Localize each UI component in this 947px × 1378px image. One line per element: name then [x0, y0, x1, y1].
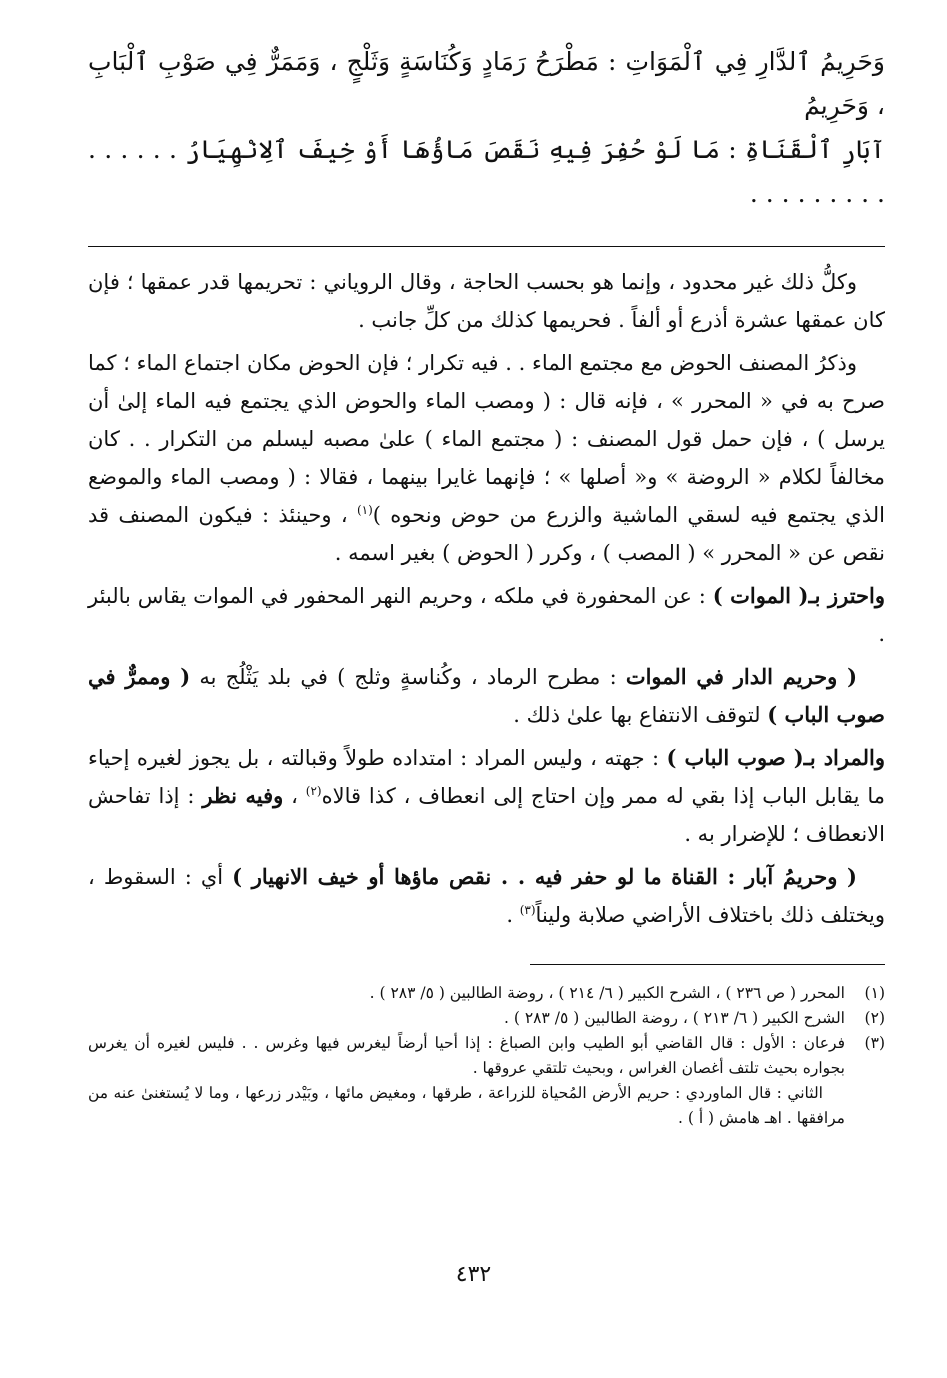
- footnote-number: (٢): [864, 1009, 885, 1027]
- footnote-divider: [530, 964, 885, 965]
- bold-lead: ( وحريم الدار في الموات: [625, 664, 858, 689]
- paragraph-text: : جهته ، وليس المراد : امتداده طولاً وقبالته ، بل يجوز لغيره إحياء ما يقابل الباب إذا بقي له ممر وإن احتاج إلى انعطاف ، كذا قالاه: [88, 746, 885, 808]
- paragraph-text: ،: [283, 784, 306, 808]
- paragraph-text: وذكرُ المصنف الحوض مع مجتمع الماء . . فيه تكرار ؛ فإن الحوض مكان اجتماع الماء ؛ كما صرح به في « المحرر » ، فإنه قال : ( ومصب الماء والحوض الذي يجتمع فيه الماء إلىٰ أن يرسل ) ، فإن حمل قول المصنف : ( مجتمع الماء ) علىٰ مصبه ليسلم من التكرار . . كان مخالفاً لكلام « الروضة » و« أصلها » ؛ فإنهما غايرا بينهما ، فقالا : ( ومصب الماء والموضع الذي يجتمع فيه لسقي الماشية والزرع من حوض ونحوه ): [88, 351, 886, 527]
- paragraph-text: : عن المحفورة في ملكه ، وحريم النهر المحفور في الموات يقاس بالبئر .: [88, 584, 885, 646]
- commentary: [88, 263, 885, 934]
- footnote-3: [88, 1031, 885, 1131]
- bold-lead: ( وحريمُ آبار : القناة ما لو حفر فيه . . نقص ماؤها أو خيف الانهيار ): [232, 864, 857, 889]
- commentary-paragraph-4: [88, 658, 885, 734]
- paragraph-text: لتوقف الانتفاع بها علىٰ ذلك .: [513, 703, 768, 727]
- footnote-1: [88, 981, 885, 1006]
- matn-line-2: آبَارِ ٱلْقَنَاةِ : مَا لَوْ حُفِرَ فِيهِ نَقَصَ مَاؤُهَا أَوْ خِيفَ ٱلِانْهِيَارُ . . . . . . . . . . . . . . .: [88, 135, 885, 208]
- commentary-paragraph-3: [88, 577, 885, 653]
- paragraph-text: : إذا تفاحش الانعطاف ؛ للإضرار به .: [88, 784, 885, 846]
- footnote-number: (٣): [864, 1034, 885, 1052]
- footnote-number: (١): [864, 984, 885, 1002]
- bold-lead: واحترز بـ( الموات ): [712, 583, 885, 608]
- matn-line-1: وَحَرِيمُ ٱلدَّارِ فِي ٱلْمَوَاتِ : مَطْرَحُ رَمَادٍ وَكُنَاسَةٍ وَثَلْجٍ ، وَمَمَرٌّ فِي صَوْبِ ٱلْبَابِ ، وَحَرِيمُ: [88, 47, 885, 120]
- footnote-text: المحرر ( ص ٢٣٦ ) ، الشرح الكبير ( ٦/ ٢١٤ ) ، روضة الطالبين ( ٥/ ٢٨٣ ) .: [369, 984, 845, 1002]
- book-page: [88, 40, 885, 1358]
- bold-lead: وفيه نظر: [202, 783, 284, 808]
- commentary-paragraph-2: [88, 344, 885, 572]
- footnote-text: الشرح الكبير ( ٦/ ٢١٣ ) ، روضة الطالبين ( ٥/ ٢٨٣ ) .: [504, 1009, 845, 1027]
- footnote-ref-2[interactable]: (٢): [305, 784, 322, 798]
- footnote-2: [88, 1006, 885, 1031]
- footnote-ref-3[interactable]: (٣): [519, 903, 536, 917]
- footnote-text: الثاني : قال الماوردي : حريم الأرض المُحياة للزراعة ، طرقها ، ومغيض مائها ، وبَيْدر زرعها ، وما لا يُستغنىٰ عنه من مرافقها . اهـ هامش ( أ ) .: [88, 1084, 845, 1127]
- paragraph-text: وكلُّ ذلك غير محدود ، وإنما هو بحسب الحاجة ، وقال الروياني : تحريمها قدر عمقها ؛ فإن كان عمقها عشرة أذرع أو ألفاً . فحريمها كذلك من كلِّ جانب .: [88, 270, 885, 332]
- matn-divider: [88, 246, 885, 247]
- commentary-paragraph-6: [88, 858, 885, 934]
- paragraph-text: أي : السقوط ، ويختلف ذلك باختلاف الأراضي صلابة وليناً: [88, 865, 885, 927]
- page-number: ٤٣٢: [455, 1262, 492, 1287]
- footnote-ref-1[interactable]: (١): [356, 503, 373, 517]
- footnotes: [88, 981, 885, 1131]
- commentary-paragraph-5: [88, 739, 885, 853]
- paragraph-text: : مطرح الرماد ، وكُناسةٍ وثلج ) في بلد يَثْلُج به: [190, 665, 626, 689]
- commentary-paragraph-1: [88, 263, 885, 339]
- footnote-text: فرعان : الأول : قال القاضي أبو الطيب وابن الصباغ : إذا أحيا أرضاً ليغرس فيها وغرس . . فليس لغيره أن يغرس بجواره بحيث تلتف أغصان الغراس ، وبحيث تلتقي عروقها .: [88, 1034, 845, 1077]
- bold-lead: ( وممرٌّ في صوب الباب ): [88, 664, 885, 727]
- bold-lead: والمراد بـ( صوب الباب ): [666, 745, 885, 770]
- paragraph-text: .: [506, 903, 520, 927]
- paragraph-text: ، وحينئذ : فيكون المصنف قد نقص عن « المحرر » ( المصب ) ، وكرر ( الحوض ) بغير اسمه .: [88, 503, 885, 565]
- matn-text: [88, 40, 885, 216]
